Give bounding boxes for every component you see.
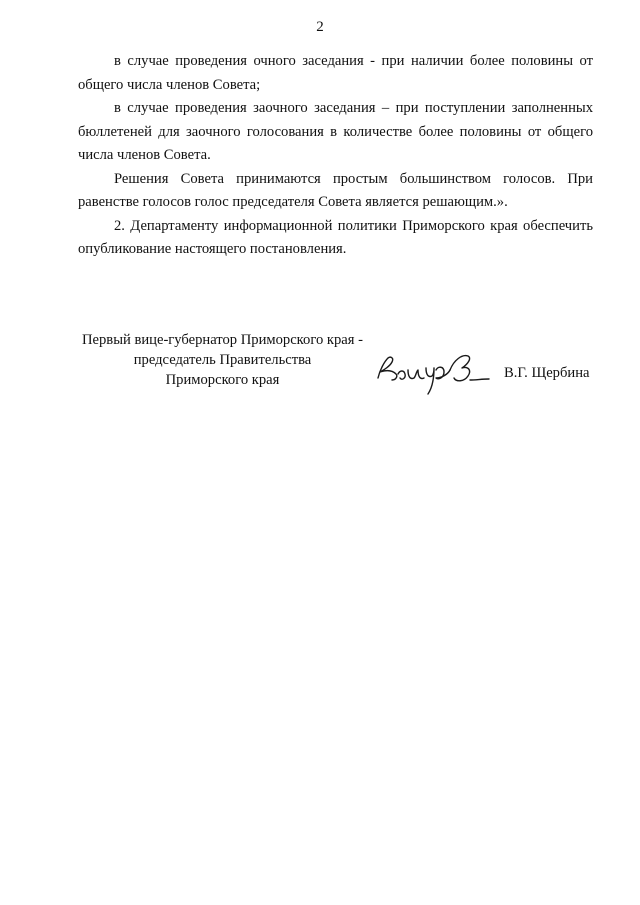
signer-title-line: Приморского края bbox=[165, 372, 280, 388]
paragraph-decisions: Решения Совета принимаются простым большинством голосов. При равенстве голосов голос председателя Совета является решающим.». bbox=[78, 170, 593, 210]
signer-name: В.Г. Щербина bbox=[504, 365, 590, 381]
paragraph-in-person-meeting: в случае проведения очного заседания - при наличии более половины от общего числа членов Совета; bbox=[78, 53, 593, 93]
page-number: 2 bbox=[316, 19, 324, 35]
handwritten-signature bbox=[372, 348, 490, 398]
paragraph-publication: 2. Департаменту информационной политики Приморского края обеспечить опубликование настоящего постановления. bbox=[78, 217, 593, 257]
signer-title-line: Первый вице-губернатор Приморского края - bbox=[81, 332, 363, 348]
signer-title bbox=[70, 330, 375, 390]
signature-block bbox=[0, 330, 640, 400]
document-body bbox=[78, 50, 593, 262]
paragraph-absentee-meeting: в случае проведения заочного заседания – при поступлении заполненных бюллетеней для заочного голосования в количестве более половины от общего числа членов Совета. bbox=[78, 100, 593, 163]
signer-title-line: председатель Правительства bbox=[133, 352, 312, 368]
